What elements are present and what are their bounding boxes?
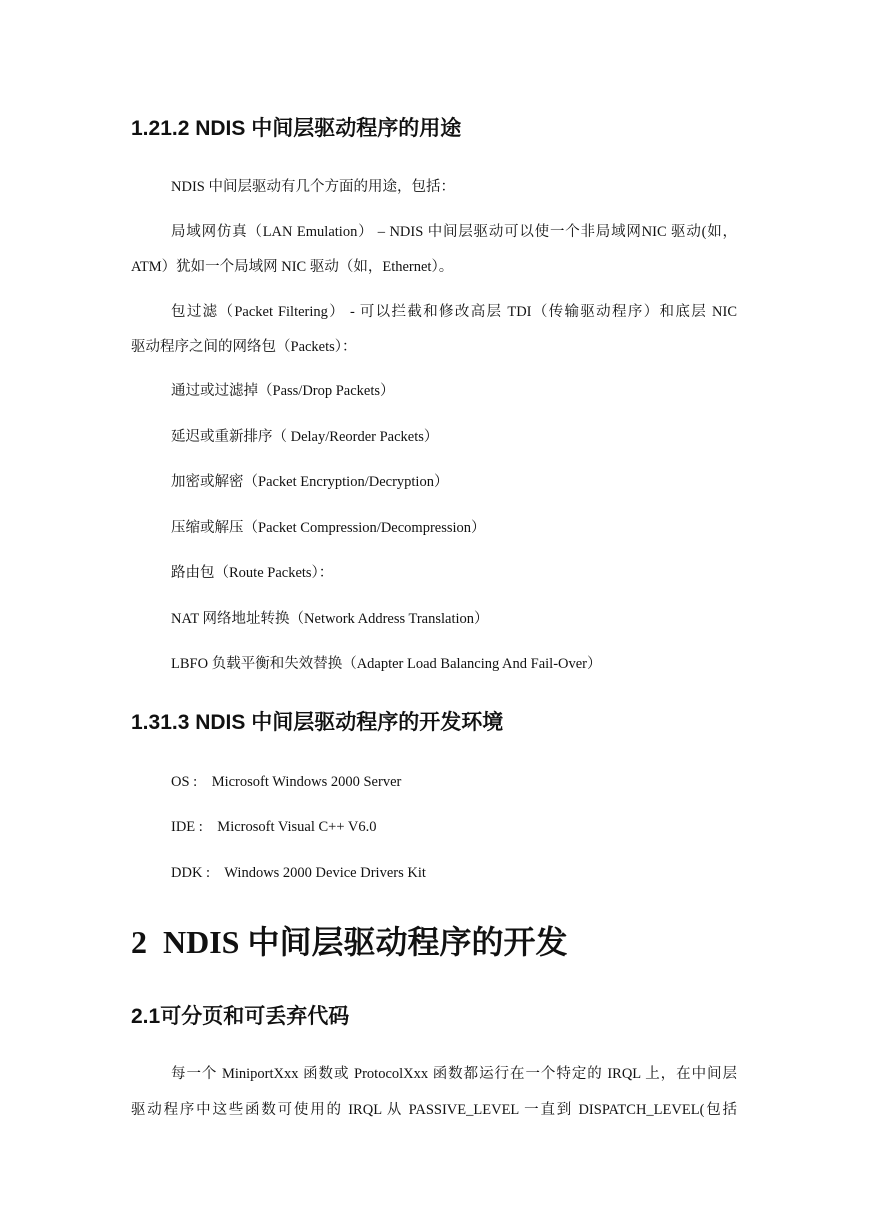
section-heading-2-1: 2.1可分页和可丢弃代码 [131, 1005, 350, 1028]
list-item: NAT 网络地址转换（Network Address Translation） [171, 611, 489, 627]
packet-filtering-line-2: 驱动程序之间的网络包（Packets）： [131, 339, 357, 355]
paragraph-line-2: 驱动程序中这些函数可使用的 IRQL 从 PASSIVE_LEVEL 一直到 DISPATCH_LEVEL(包括 [131, 1102, 737, 1118]
section-heading-1-31-3: 1.31.3 NDIS 中间层驱动程序的开发环境 [131, 711, 504, 734]
list-item: 路由包（Route Packets）： [171, 565, 334, 581]
list-item: 加密或解密（Packet Encryption/Decryption） [171, 474, 449, 490]
lan-emulation-line-1: 局域网仿真（LAN Emulation） – NDIS 中间层驱动可以使一个非局域网NIC 驱动(如， [171, 224, 737, 240]
env-ddk: DDK : Windows 2000 Device Drivers Kit [171, 865, 426, 881]
paragraph-line-1: 每一个 MiniportXxx 函数或 ProtocolXxx 函数都运行在一个特定的 IRQL 上，在中间层 [171, 1066, 737, 1082]
env-os: OS : Microsoft Windows 2000 Server [171, 774, 402, 790]
list-item: 压缩或解压（Packet Compression/Decompression） [171, 520, 486, 536]
section-heading-1-21-2: 1.21.2 NDIS 中间层驱动程序的用途 [131, 117, 462, 140]
chapter-heading-2: 2 NDIS 中间层驱动程序的开发 [131, 924, 568, 960]
lan-emulation-line-2: ATM）犹如一个局域网 NIC 驱动（如，Ethernet）。 [131, 259, 454, 275]
list-item: LBFO 负载平衡和失效替换（Adapter Load Balancing And Fail-Over） [171, 656, 602, 672]
list-item: 通过或过滤掉（Pass/Drop Packets） [171, 383, 395, 399]
packet-filtering-line-1: 包过滤（Packet Filtering） - 可以拦截和修改高层 TDI（传输驱动程序）和底层 NIC [171, 304, 737, 320]
list-item: 延迟或重新排序（ Delay/Reorder Packets） [171, 429, 439, 445]
intro-paragraph: NDIS 中间层驱动有几个方面的用途，包括： [171, 179, 455, 195]
env-ide: IDE : Microsoft Visual C++ V6.0 [171, 819, 377, 835]
